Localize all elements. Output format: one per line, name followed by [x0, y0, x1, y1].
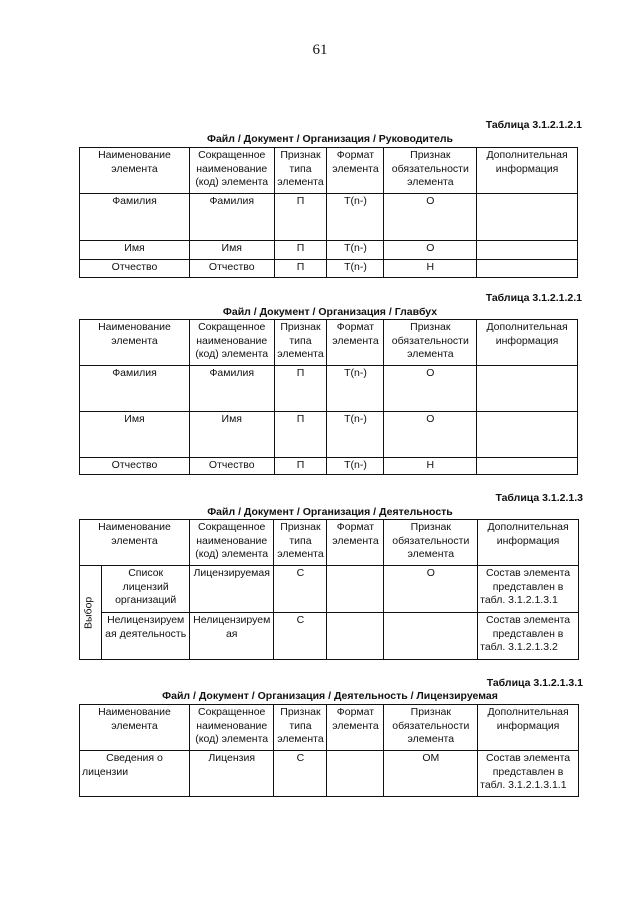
element-code: Фамилия — [189, 366, 274, 412]
column-header: Формат элемента — [327, 148, 384, 194]
table-title: Файл / Документ / Организация / Деятельность / Лицензируемая — [162, 690, 498, 702]
element-format — [327, 566, 384, 613]
header-row — [80, 320, 578, 366]
element-format: T(n-) — [327, 458, 384, 475]
element-type: П — [274, 241, 327, 260]
element-name: Список лицензий организаций — [102, 566, 190, 613]
column-header: Признак типа элемента — [274, 320, 327, 366]
column-header: Дополнительная информация — [477, 320, 578, 366]
element-info — [477, 241, 578, 260]
column-header: Наименование элемента — [80, 320, 190, 366]
table-row — [80, 613, 579, 660]
column-header: Дополнительная информация — [478, 520, 579, 566]
column-header: Сокращенное наименование (код) элемента — [189, 705, 274, 751]
column-header: Формат элемента — [327, 520, 384, 566]
element-info — [477, 412, 578, 458]
element-format: T(n-) — [327, 241, 384, 260]
table-number: Таблица 3.1.2.1.2.1 — [485, 119, 582, 131]
column-header: Признак типа элемента — [274, 705, 327, 751]
column-header: Сокращенное наименование (код) элемента — [189, 320, 274, 366]
element-info — [477, 458, 578, 475]
table-row — [80, 458, 578, 475]
table-row — [80, 751, 579, 797]
element-name: Сведения о лицензии — [80, 751, 190, 797]
element-code: Лицензия — [189, 751, 274, 797]
element-name: Отчество — [80, 260, 190, 278]
element-type: П — [274, 412, 327, 458]
element-name: Фамилия — [80, 366, 190, 412]
element-code: Имя — [189, 241, 274, 260]
column-header: Дополнительная информация — [477, 148, 578, 194]
table-row — [80, 194, 578, 241]
column-header: Сокращенное наименование (код) элемента — [189, 520, 274, 566]
element-type: П — [274, 260, 327, 278]
element-code: Лицензируемая — [189, 566, 274, 613]
element-info: Состав элемента представлен в табл. 3.1.2.1.3.1 — [478, 566, 579, 613]
element-format: T(n-) — [327, 412, 384, 458]
element-required — [384, 613, 478, 660]
element-info — [477, 366, 578, 412]
element-name: Фамилия — [80, 194, 190, 241]
table-title: Файл / Документ / Организация / Главбух — [222, 306, 438, 318]
element-required: Н — [384, 458, 477, 475]
element-required: Н — [384, 260, 477, 278]
element-format — [327, 751, 384, 797]
element-info — [477, 260, 578, 278]
data-table — [79, 319, 578, 475]
element-type: С — [274, 566, 327, 613]
column-header: Формат элемента — [327, 705, 384, 751]
element-format — [327, 613, 384, 660]
data-table — [79, 704, 579, 797]
header-row — [80, 705, 579, 751]
table-row — [80, 412, 578, 458]
element-code: Фамилия — [189, 194, 274, 241]
header-row — [80, 520, 579, 566]
element-required: О — [384, 194, 477, 241]
element-required: О — [384, 366, 477, 412]
table-row — [80, 260, 578, 278]
element-code: Отчество — [189, 260, 274, 278]
column-header: Наименование элемента — [80, 520, 190, 566]
table-title: Файл / Документ / Организация / Руководитель — [207, 133, 453, 145]
element-format: T(n-) — [327, 260, 384, 278]
column-header: Сокращенное наименование (код) элемента — [189, 148, 274, 194]
element-code: Нелицензируемая — [189, 613, 274, 660]
column-header: Наименование элемента — [80, 148, 190, 194]
element-type: П — [274, 194, 327, 241]
element-info — [477, 194, 578, 241]
element-code: Имя — [189, 412, 274, 458]
element-type: П — [274, 458, 327, 475]
table-row — [80, 566, 579, 613]
column-header: Признак обязательности элемента — [384, 520, 478, 566]
column-header: Формат элемента — [327, 320, 384, 366]
table-row — [80, 241, 578, 260]
element-name: Имя — [80, 241, 190, 260]
element-info: Состав элемента представлен в табл. 3.1.2.1.3.2 — [478, 613, 579, 660]
column-header: Наименование элемента — [80, 705, 190, 751]
element-format: T(n-) — [327, 366, 384, 412]
element-format: T(n-) — [327, 194, 384, 241]
data-table — [79, 519, 579, 660]
column-header: Признак обязательности элемента — [384, 148, 477, 194]
element-type: С — [274, 613, 327, 660]
data-table — [79, 147, 578, 278]
column-header: Признак обязательности элемента — [384, 705, 478, 751]
element-name: Отчество — [80, 458, 190, 475]
column-header: Признак типа элемента — [274, 148, 327, 194]
element-name: Нелицензируемая деятельность — [102, 613, 190, 660]
choice-label: Выбор — [80, 566, 102, 660]
table-number: Таблица 3.1.2.1.3.1 — [486, 677, 583, 689]
table-number: Таблица 3.1.2.1.3 — [495, 492, 583, 504]
table-title: Файл / Документ / Организация / Деятельность — [207, 506, 453, 518]
column-header: Признак типа элемента — [274, 520, 327, 566]
element-required: ОМ — [384, 751, 478, 797]
element-required: О — [384, 566, 478, 613]
element-code: Отчество — [189, 458, 274, 475]
element-required: О — [384, 412, 477, 458]
page-number: 61 — [312, 42, 328, 58]
column-header: Признак обязательности элемента — [384, 320, 477, 366]
element-info: Состав элемента представлен в табл. 3.1.2.1.3.1.1 — [478, 751, 579, 797]
header-row — [80, 148, 578, 194]
element-required: О — [384, 241, 477, 260]
element-type: П — [274, 366, 327, 412]
column-header: Дополнительная информация — [478, 705, 579, 751]
table-number: Таблица 3.1.2.1.2.1 — [485, 292, 582, 304]
table-row — [80, 366, 578, 412]
element-name: Имя — [80, 412, 190, 458]
element-type: С — [274, 751, 327, 797]
